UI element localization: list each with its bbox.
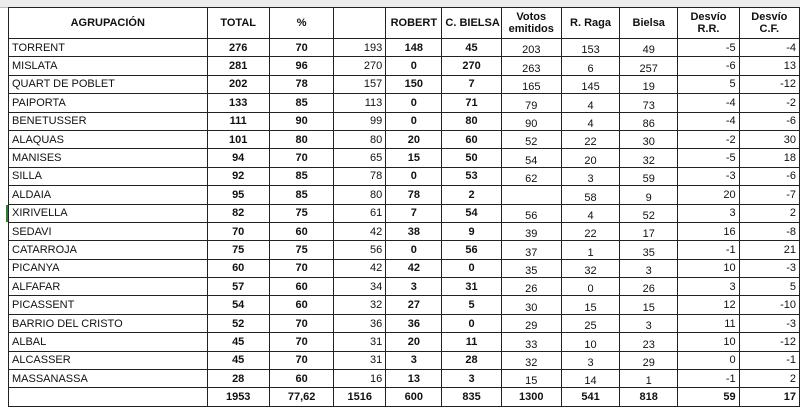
cell-bielsa: 19 [620,75,678,93]
cell-rraga: 0 [561,278,619,296]
cell-desvio-cf: 13 [739,57,799,75]
cell-bielsa: 15 [620,296,678,314]
cell-robert: 0 [386,94,442,112]
cell-rraga: 145 [561,75,619,93]
cell-bielsa: 257 [620,57,678,75]
cell-pct: 96 [269,57,333,75]
table-row [9,222,800,240]
cell-pct: 85 [269,167,333,185]
cell-desvio-rr: 3 [678,278,739,296]
cell-total: 276 [207,39,269,57]
cell-name: MANISES [9,149,208,167]
cell-robert: 150 [386,75,442,93]
cell-name: PICASSENT [9,296,208,314]
header-blank [334,8,386,39]
cell-votos: 26 [501,278,561,296]
cell-total: 75 [207,241,269,259]
cell-bielsa: 35 [620,241,678,259]
cell-name: ALCASSER [9,351,208,369]
cell-rraga: 14 [561,370,619,388]
cell-total: 101 [207,130,269,148]
cell-total: 82 [207,204,269,222]
table-row [9,112,800,130]
cell-desvio-cf: -4 [739,39,799,57]
cell-robert: 20 [386,130,442,148]
cell-cbielsa: 50 [442,149,501,167]
cell-desvio-cf: 2 [739,370,799,388]
totals-label [9,388,208,407]
cell-pct: 70 [269,333,333,351]
cell-robert: 3 [386,278,442,296]
cell-cbielsa: 56 [442,241,501,259]
table-row [9,333,800,351]
table-row [9,94,800,112]
totals-desvio-rr: 59 [678,388,739,407]
cell-votos [501,186,561,204]
cell-votos: 54 [501,149,561,167]
cell-col4: 78 [334,167,386,185]
cell-votos: 165 [501,75,561,93]
table-row [9,75,800,93]
cell-col4: 65 [334,149,386,167]
cell-votos: 15 [501,370,561,388]
cell-total: 202 [207,75,269,93]
cell-name: MASSANASSA [9,370,208,388]
cell-total: 57 [207,278,269,296]
cell-robert: 0 [386,167,442,185]
cell-robert: 15 [386,149,442,167]
cell-desvio-cf: -2 [739,94,799,112]
cell-cbielsa: 7 [442,75,501,93]
cell-total: 133 [207,94,269,112]
cell-total: 94 [207,149,269,167]
cell-col4: 31 [334,351,386,369]
cell-name: XIRIVELLA [9,204,208,222]
cell-rraga: 32 [561,259,619,277]
cell-name: ALAQUAS [9,130,208,148]
header-cbielsa: C. BIELSA [442,8,501,39]
cell-rraga: 15 [561,296,619,314]
totals-robert: 600 [386,388,442,407]
cell-col4: 99 [334,112,386,130]
cell-robert: 36 [386,314,442,332]
cell-bielsa: 32 [620,149,678,167]
cell-col4: 42 [334,259,386,277]
cell-cbielsa: 31 [442,278,501,296]
cell-rraga: 22 [561,130,619,148]
cell-robert: 13 [386,370,442,388]
cell-name: SEDAVI [9,222,208,240]
cell-col4: 193 [334,39,386,57]
cell-bielsa: 30 [620,130,678,148]
table-row [9,167,800,185]
cell-votos: 90 [501,112,561,130]
cell-total: 45 [207,351,269,369]
cell-name: TORRENT [9,39,208,57]
cell-desvio-rr: 20 [678,186,739,204]
cell-desvio-cf: 5 [739,278,799,296]
cell-desvio-rr: 5 [678,75,739,93]
cell-desvio-cf: 18 [739,149,799,167]
cell-bielsa: 23 [620,333,678,351]
cell-robert: 148 [386,39,442,57]
cell-cbielsa: 2 [442,186,501,204]
cell-pct: 85 [269,94,333,112]
cell-desvio-cf: 2 [739,204,799,222]
cell-name: MISLATA [9,57,208,75]
cell-desvio-cf: 30 [739,130,799,148]
cell-desvio-cf: -3 [739,314,799,332]
table-row [9,351,800,369]
totals-bielsa: 818 [620,388,678,407]
results-table [8,7,800,407]
cell-cbielsa: 0 [442,259,501,277]
cell-cbielsa: 270 [442,57,501,75]
cell-name: ALDAIA [9,186,208,204]
cell-pct: 60 [269,278,333,296]
cell-total: 111 [207,112,269,130]
cell-col4: 270 [334,57,386,75]
cell-cbielsa: 11 [442,333,501,351]
totals-cbielsa: 835 [442,388,501,407]
cell-rraga: 58 [561,186,619,204]
totals-rraga: 541 [561,388,619,407]
cell-col4: 61 [334,204,386,222]
cell-col4: 32 [334,296,386,314]
cell-votos: 52 [501,130,561,148]
cell-col4: 113 [334,94,386,112]
cell-desvio-cf: -3 [739,259,799,277]
cell-cbielsa: 5 [442,296,501,314]
cell-cbielsa: 0 [442,314,501,332]
cell-rraga: 22 [561,222,619,240]
cell-name: PICANYA [9,259,208,277]
cell-col4: 31 [334,333,386,351]
cell-desvio-rr: 10 [678,333,739,351]
header-bielsa: Bielsa [620,8,678,39]
cell-col4: 36 [334,314,386,332]
cell-pct: 70 [269,149,333,167]
cell-bielsa: 29 [620,351,678,369]
cell-cbielsa: 28 [442,351,501,369]
cell-cbielsa: 45 [442,39,501,57]
cell-desvio-rr: 12 [678,296,739,314]
totals-votos: 1300 [501,388,561,407]
cell-robert: 7 [386,204,442,222]
cell-desvio-rr: -5 [678,39,739,57]
cell-cbielsa: 80 [442,112,501,130]
cell-robert: 38 [386,222,442,240]
cell-bielsa: 86 [620,112,678,130]
cell-bielsa: 26 [620,278,678,296]
cell-rraga: 25 [561,314,619,332]
cell-pct: 78 [269,75,333,93]
cell-desvio-rr: -2 [678,130,739,148]
cell-desvio-cf: -1 [739,351,799,369]
cell-votos: 37 [501,241,561,259]
cell-pct: 80 [269,130,333,148]
cell-robert: 0 [386,57,442,75]
cell-bielsa: 49 [620,39,678,57]
cell-pct: 75 [269,204,333,222]
totals-desvio-cf: 17 [739,388,799,407]
cell-votos: 29 [501,314,561,332]
cell-desvio-rr: -1 [678,370,739,388]
table-row [9,149,800,167]
cell-rraga: 3 [561,351,619,369]
table-row [9,296,800,314]
cell-robert: 0 [386,112,442,130]
cell-votos: 263 [501,57,561,75]
cell-name: PAIPORTA [9,94,208,112]
cell-name: CATARROJA [9,241,208,259]
cell-total: 95 [207,186,269,204]
cell-votos: 30 [501,296,561,314]
table-row [9,39,800,57]
cell-desvio-cf: -6 [739,112,799,130]
cell-desvio-rr: -1 [678,241,739,259]
cell-votos: 39 [501,222,561,240]
cell-votos: 79 [501,94,561,112]
cell-bielsa: 52 [620,204,678,222]
cell-col4: 56 [334,241,386,259]
cell-desvio-rr: -6 [678,57,739,75]
cell-desvio-rr: -5 [678,149,739,167]
cell-cbielsa: 60 [442,130,501,148]
cell-rraga: 20 [561,149,619,167]
cell-robert: 78 [386,186,442,204]
cell-votos: 203 [501,39,561,57]
cell-bielsa: 17 [620,222,678,240]
cell-rraga: 3 [561,167,619,185]
cell-total: 45 [207,333,269,351]
header-desvio-cf: Desvío C.F. [739,8,799,39]
table-row [9,204,800,222]
cell-robert: 3 [386,351,442,369]
cell-desvio-rr: 10 [678,259,739,277]
cell-col4: 16 [334,370,386,388]
cell-pct: 75 [269,241,333,259]
cell-rraga: 4 [561,94,619,112]
header-robert: ROBERT [386,8,442,39]
cell-col4: 34 [334,278,386,296]
totals-row [9,388,800,407]
table-row [9,241,800,259]
cell-desvio-rr: -4 [678,94,739,112]
table-row [9,278,800,296]
cell-rraga: 10 [561,333,619,351]
cell-name: BENETUSSER [9,112,208,130]
cell-cbielsa: 71 [442,94,501,112]
header-row [9,8,800,39]
totals-col4: 1516 [334,388,386,407]
cell-total: 54 [207,296,269,314]
cell-bielsa: 3 [620,259,678,277]
cell-total: 28 [207,370,269,388]
header-desvio-rr: Desvío R.R. [678,8,739,39]
cell-name: ALFAFAR [9,278,208,296]
cell-total: 52 [207,314,269,332]
table-row [9,186,800,204]
cell-name: QUART DE POBLET [9,75,208,93]
cell-desvio-cf: -10 [739,296,799,314]
cell-desvio-rr: 0 [678,351,739,369]
cell-rraga: 153 [561,39,619,57]
cell-rraga: 1 [561,241,619,259]
cell-pct: 70 [269,314,333,332]
cell-total: 70 [207,222,269,240]
cell-bielsa: 9 [620,186,678,204]
cell-desvio-cf: -8 [739,222,799,240]
cell-desvio-cf: -12 [739,333,799,351]
cell-robert: 27 [386,296,442,314]
table-row [9,130,800,148]
cell-name: ALBAL [9,333,208,351]
totals-total: 1953 [207,388,269,407]
cell-desvio-rr: -4 [678,112,739,130]
cell-col4: 80 [334,186,386,204]
cell-pct: 85 [269,186,333,204]
cell-bielsa: 1 [620,370,678,388]
cell-total: 281 [207,57,269,75]
cell-col4: 80 [334,130,386,148]
totals-pct: 77,62 [269,388,333,407]
cell-votos: 32 [501,351,561,369]
cell-bielsa: 73 [620,94,678,112]
cell-col4: 157 [334,75,386,93]
cell-desvio-cf: -12 [739,75,799,93]
cell-votos: 56 [501,204,561,222]
cell-pct: 70 [269,259,333,277]
cell-rraga: 4 [561,204,619,222]
cell-total: 60 [207,259,269,277]
cell-col4: 42 [334,222,386,240]
cell-rraga: 6 [561,57,619,75]
cell-bielsa: 3 [620,314,678,332]
cell-desvio-cf: -6 [739,167,799,185]
table-row [9,314,800,332]
cell-cbielsa: 9 [442,222,501,240]
header-total: TOTAL [207,8,269,39]
cell-desvio-cf: -7 [739,186,799,204]
cell-desvio-cf: 21 [739,241,799,259]
cell-desvio-rr: 3 [678,204,739,222]
cell-robert: 20 [386,333,442,351]
header-votos: Votos emitidos [501,8,561,39]
cell-robert: 0 [386,241,442,259]
cell-desvio-rr: -3 [678,167,739,185]
cell-robert: 42 [386,259,442,277]
cell-pct: 70 [269,351,333,369]
cell-pct: 70 [269,39,333,57]
cell-bielsa: 59 [620,167,678,185]
header-pct: % [269,8,333,39]
cell-name: SILLA [9,167,208,185]
cell-cbielsa: 53 [442,167,501,185]
table-row [9,370,800,388]
cell-name: BARRIO DEL CRISTO [9,314,208,332]
header-agrupacion: AGRUPACIÓN [9,8,208,39]
cell-desvio-rr: 16 [678,222,739,240]
cell-rraga: 4 [561,112,619,130]
cell-pct: 60 [269,222,333,240]
cell-pct: 90 [269,112,333,130]
cell-votos: 62 [501,167,561,185]
table-row [9,57,800,75]
table-row [9,259,800,277]
cell-cbielsa: 3 [442,370,501,388]
cell-cbielsa: 54 [442,204,501,222]
cell-pct: 60 [269,370,333,388]
cell-desvio-rr: 11 [678,314,739,332]
cell-votos: 35 [501,259,561,277]
cell-votos: 33 [501,333,561,351]
cell-pct: 60 [269,296,333,314]
cell-total: 92 [207,167,269,185]
header-rraga: R. Raga [561,8,619,39]
